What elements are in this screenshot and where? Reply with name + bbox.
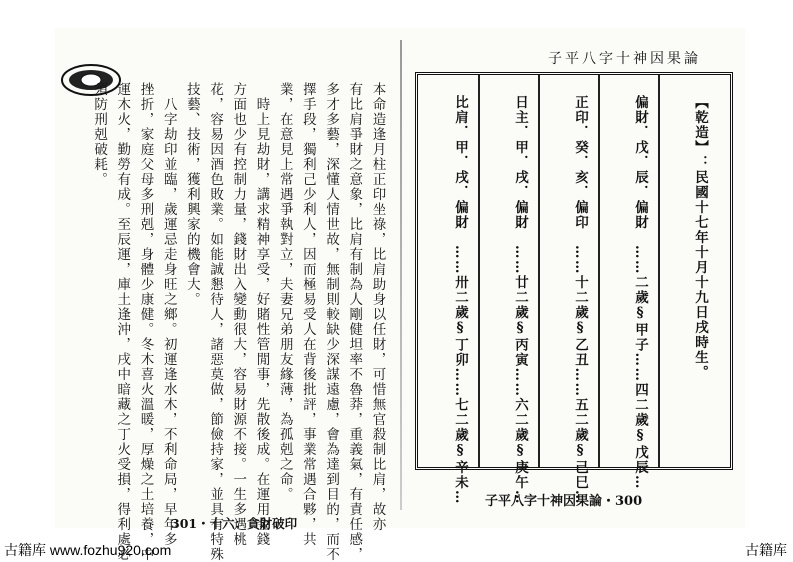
watermark-text-right: 古籍库 bbox=[745, 542, 787, 558]
body-column: 方面也少有控制力量，錢財出入變動很大，容易財源不接。一生多遇桃 bbox=[230, 82, 247, 547]
body-column: 運木火，勤勞有成。至辰運，庫土逢沖，戌中暗藏之丁火受損，得利處必 bbox=[114, 82, 131, 562]
body-column: 花，容易因酒色敗業。如能誠懇待人，諸惡莫做，節儉持家，並具有特殊 bbox=[207, 82, 224, 562]
page-gutter bbox=[400, 40, 402, 510]
body-column: 業，在意見上常遇爭執對立，夫妻兄弟朋友緣薄，為孤剋之命。 bbox=[276, 82, 293, 502]
watermark-text: 古籍库 www.fozhu920.com bbox=[4, 542, 172, 558]
chart-divider bbox=[478, 75, 480, 467]
body-column: 技藝、技術，獲利興家的機會大。 bbox=[183, 82, 200, 307]
chart-column-hour: 比肩．甲．戌．偏財 ……卅二歲§丁卯……七二歲§辛未… bbox=[452, 95, 468, 505]
body-column: 挫折，家庭父母多刑剋，身體少康健。冬木喜火溫暖，厚燥之土培養，中 bbox=[137, 82, 154, 562]
chart-divider bbox=[538, 75, 540, 467]
page-footer-right: 子平八字十神因果論・300 bbox=[485, 494, 643, 509]
chart-divider bbox=[658, 75, 660, 467]
chart-column-day: 日主．甲．戌．偏財 ……廿二歲§丙寅……六二歲§庚午… bbox=[512, 95, 528, 505]
body-column: 有比肩爭財之意象，比肩有制為人剛健坦率不魯莽，重義氣，有責任感， bbox=[346, 82, 363, 562]
watermark-bar bbox=[0, 537, 793, 559]
page-footer-left: 301・十六：貪財破印 bbox=[171, 516, 298, 531]
chart-column-year: 偏財．戊．辰．偏財 ……二歲§甲子……四二歲§戊辰… bbox=[632, 95, 648, 490]
chart-column-birth: 【乾造】：民國十七年十月十九日戌時生。 bbox=[692, 95, 708, 380]
body-column: 本命造逢月柱正印坐祿，比肩助身以任財，可惜無官殺制比肩，故亦 bbox=[369, 82, 386, 532]
chart-divider bbox=[598, 75, 600, 467]
body-column: 多才多藝，深懂人情世故，無制則較缺少深謀遠慮，會為達到目的，而不 bbox=[323, 82, 340, 562]
body-column: 須防刑剋破耗。 bbox=[91, 82, 108, 187]
body-column: 時上見劫財，講求精神享受，好賭性管閒事，先散後成。在運用金錢 bbox=[253, 82, 270, 547]
body-column: 八字劫印並臨，歲運忌走身旺之鄉。初運逢水木，不利命局，早年多 bbox=[160, 82, 177, 547]
body-column: 擇手段，獨利己少利人，因而極易受人在背後批評，事業常遇合夥，共 bbox=[299, 82, 316, 547]
chart-column-month: 正印．癸．亥．偏印 ……十二歲§乙丑……五二歲§己巳… bbox=[572, 95, 588, 505]
page-title: 子平八字十神因果論 bbox=[548, 51, 701, 67]
